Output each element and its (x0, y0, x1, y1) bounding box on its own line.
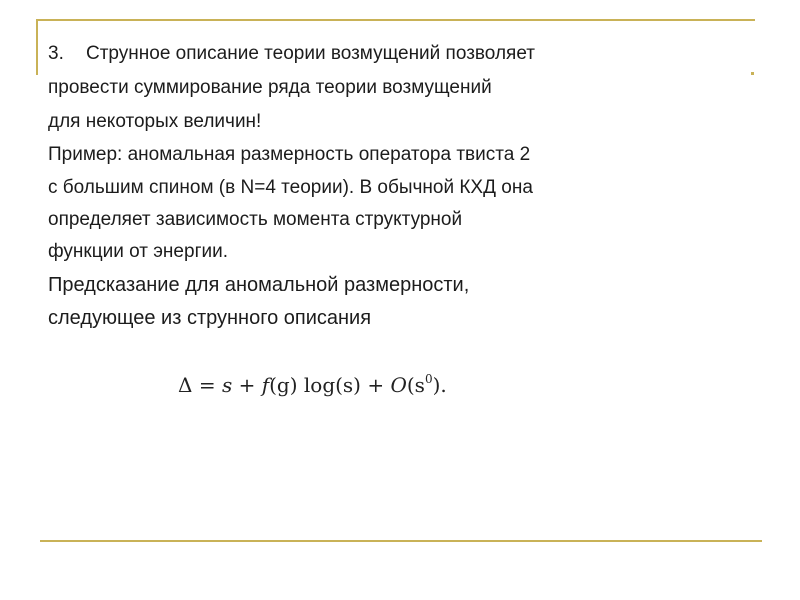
formula-s-open: (s (406, 373, 425, 397)
formula-big-o: O (390, 373, 407, 397)
formula-log: log(s) (303, 373, 361, 397)
paragraph-line-3: для некоторых величин! (48, 111, 262, 132)
formula-plus-1: + (238, 373, 256, 397)
formula-f: f (261, 373, 270, 397)
formula-equals: = (198, 373, 216, 397)
paragraph-line-9: следующее из струнного описания (48, 307, 372, 329)
paragraph-line-7: функции от энергии. (48, 241, 228, 262)
top-divider (36, 19, 755, 21)
bottom-divider (40, 540, 762, 542)
line-text-1: Струнное описание теории возмущений позволяет (86, 43, 535, 64)
formula-plus-2: + (367, 373, 385, 397)
paragraph-line-4: Пример: аномальная размерность оператора твиста 2 (48, 144, 531, 165)
left-accent-line (36, 19, 38, 75)
formula-exponent: 0 (424, 372, 433, 386)
formula-s: s (221, 373, 233, 397)
paragraph-line-1 (48, 42, 535, 66)
formula-delta: Δ (178, 373, 193, 397)
paragraph-line-2: провести суммирование ряда теории возмущений (48, 77, 492, 98)
formula-close: ). (432, 373, 447, 397)
item-number: 3. (48, 43, 64, 64)
anomalous-dimension-formula (178, 372, 447, 397)
corner-dot (751, 72, 754, 75)
formula-g-arg: (g) (269, 373, 298, 397)
paragraph-line-5: с большим спином (в N=4 теории). В обычной КХД она (48, 177, 533, 198)
paragraph-line-8: Предсказание для аномальной размерности, (48, 274, 470, 296)
paragraph-line-6: определяет зависимость момента структурной (48, 209, 463, 230)
